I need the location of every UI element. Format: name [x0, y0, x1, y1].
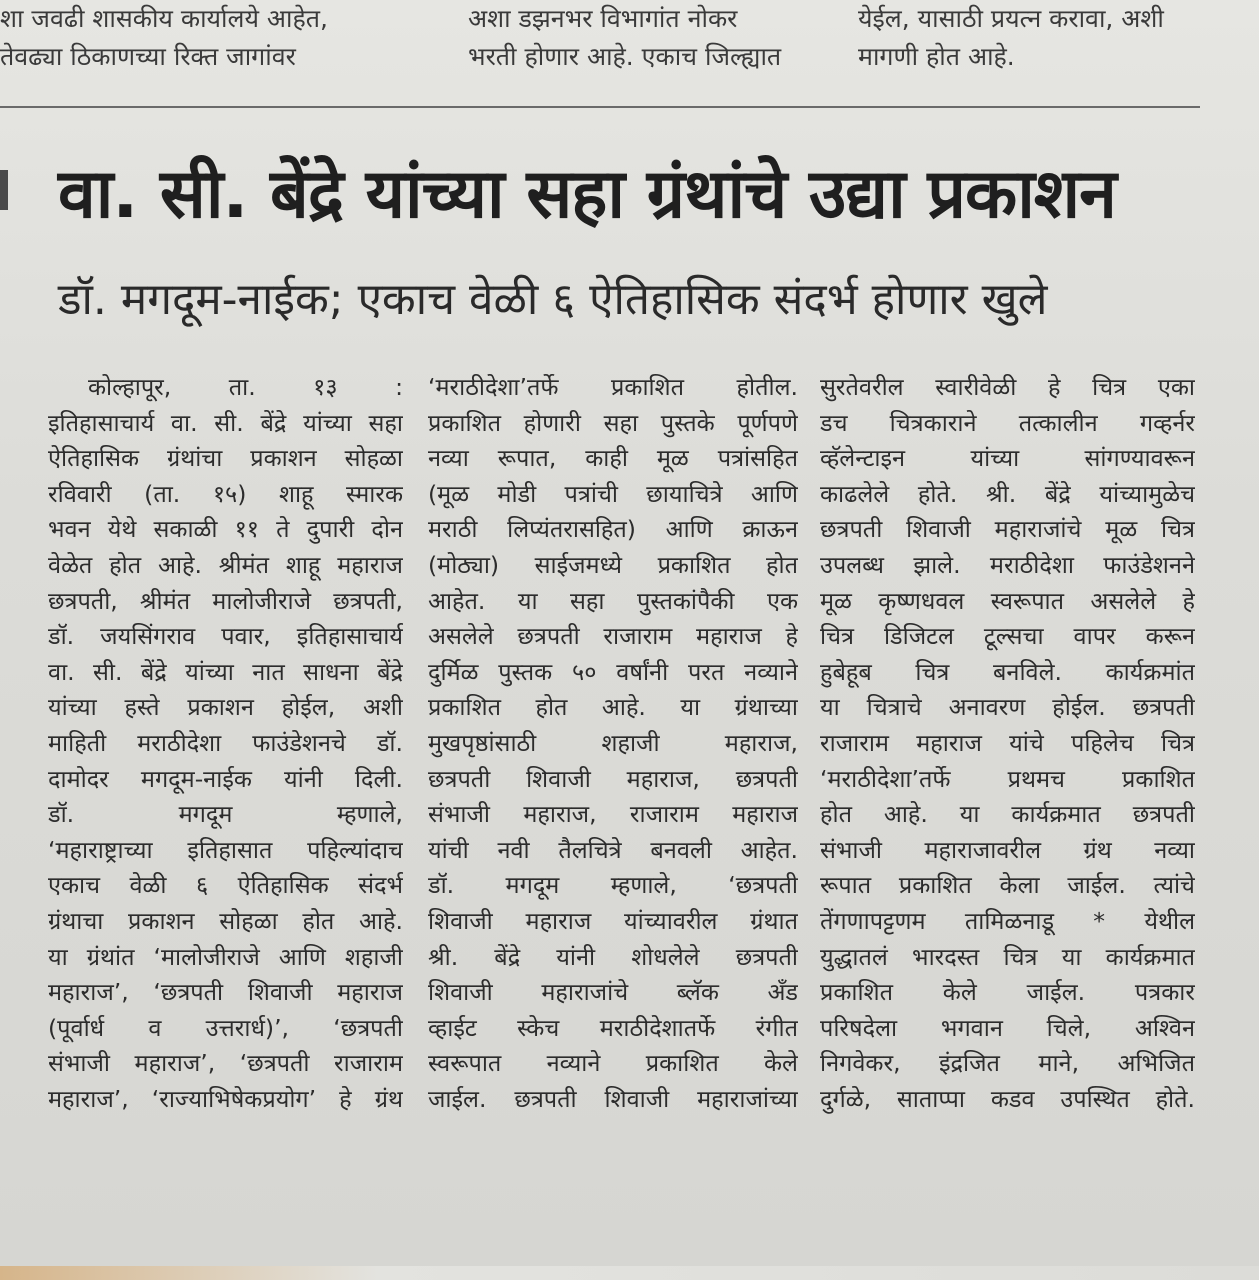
- fragment-column-1: [0, 0, 440, 76]
- article-text-line: या चित्राचे अनावरण होईल. छत्रपती: [820, 693, 1195, 722]
- article-column-1: [48, 370, 403, 1117]
- article-text-line: निगवेकर, इंद्रजित माने, अभिजित: [820, 1049, 1195, 1078]
- article-text-line: डच चित्रकाराने तत्कालीन गव्हर्नर: [820, 408, 1195, 437]
- article-text-line: प्रकाशित केले जाईल. पत्रकार: [820, 978, 1195, 1007]
- fragment-line: भरती होणार आहे. एकाच जिल्ह्यात: [468, 42, 782, 71]
- article-text-line: छत्रपती, श्रीमंत मालोजीराजे छत्रपती,: [48, 586, 403, 615]
- article-column-2: [428, 370, 798, 1117]
- article-text-line: स्वरूपात नव्याने प्रकाशित केले: [428, 1049, 798, 1078]
- article-text-line: शिवाजी महाराज यांच्यावरील ग्रंथात: [428, 906, 798, 935]
- article-text-line: संभाजी महाराजावरील ग्रंथ नव्या: [820, 835, 1195, 864]
- article-text-line: ‘महाराष्ट्राच्या इतिहासात पहिल्यांदाच: [48, 835, 403, 864]
- fragment-column-2: [468, 0, 828, 76]
- article-text-line: ग्रंथाचा प्रकाशन सोहळा होत आहे.: [48, 906, 403, 935]
- article-text-line: छत्रपती शिवाजी महाराज, छत्रपती: [428, 764, 798, 793]
- article-text-line: जाईल. छत्रपती शिवाजी महाराजांच्या: [428, 1084, 798, 1113]
- fragment-line: मागणी होत आहे.: [858, 42, 1015, 71]
- article-text-line: ‘मराठीदेशा’तर्फे प्रकाशित होतील.: [428, 373, 798, 401]
- article-text-line: प्रकाशित होत आहे. या ग्रंथाच्या: [428, 693, 798, 722]
- article-text-line: एकाच वेळी ६ ऐतिहासिक संदर्भ: [48, 871, 403, 900]
- article-text-line: प्रकाशित होणारी सहा पुस्तके पूर्णपणे: [428, 408, 798, 437]
- page-bottom-edge: [0, 1266, 1259, 1280]
- article-text-line: व्हाईट स्केच मराठीदेशातर्फे रंगीत: [428, 1013, 798, 1042]
- article-text-line: शिवाजी महाराजांचे ब्लॅक अँड: [428, 978, 798, 1007]
- article-headline: वा. सी. बेंद्रे यांच्या सहा ग्रंथांचे उद्या प्रकाशन: [58, 155, 1116, 234]
- article-text-line: युद्धातलं भारदस्त चित्र या कार्यक्रमात: [820, 942, 1195, 971]
- article-text-line: असलेले छत्रपती राजाराम महाराज हे: [428, 622, 798, 651]
- article-text-line: संभाजी महाराज, राजाराम महाराज: [428, 800, 798, 829]
- article-text-line: सुरतेवरील स्वारीवेळी हे चित्र एका: [820, 373, 1195, 401]
- article-column-3: [820, 370, 1195, 1117]
- article-text-line: चित्र डिजिटल टूल्सचा वापर करून: [820, 622, 1195, 651]
- article-text-line: दुर्गळे, साताप्पा कडव उपस्थित होते.: [820, 1084, 1195, 1113]
- article-text-line: राजाराम महाराज यांचे पहिलेच चित्र: [820, 728, 1195, 757]
- article-text-line: महाराज’, ‘राज्याभिषेकप्रयोग’ हे ग्रंथ: [48, 1084, 403, 1113]
- article-text-line: दुर्मिळ पुस्तक ५० वर्षांनी परत नव्याने: [428, 657, 798, 686]
- article-text-line: परिषदेला भगवान चिले, अश्विन: [820, 1013, 1195, 1042]
- article-text-line: यांच्या हस्ते प्रकाशन होईल, अशी: [48, 693, 403, 722]
- article-text-line: डॉ. मगदूम म्हणाले, ‘छत्रपती: [428, 871, 798, 900]
- article-text-line: ‘मराठीदेशा’तर्फे प्रथमच प्रकाशित: [820, 764, 1195, 793]
- article-text-line: हुबेहूब चित्र बनविले. कार्यक्रमांत: [820, 657, 1195, 686]
- article-text-line: दामोदर मगदूम-नाईक यांनी दिली.: [48, 764, 403, 793]
- article-text-line: होत आहे. या कार्यक्रमात छत्रपती: [820, 800, 1195, 829]
- article-text-line: भवन येथे सकाळी ११ ते दुपारी दोन: [48, 515, 403, 544]
- article-text-line: उपलब्ध झाले. मराठीदेशा फाउंडेशनने: [820, 550, 1195, 579]
- fragment-column-3: [858, 0, 1238, 76]
- article-text-line: मुखपृष्ठांसाठी शहाजी महाराज,: [428, 728, 798, 757]
- article-text-line: संभाजी महाराज’, ‘छत्रपती राजाराम: [48, 1049, 403, 1078]
- article-text-line: डॉ. मगदूम म्हणाले,: [48, 800, 403, 829]
- article-subheadline: डॉ. मगदूम-नाईक; एकाच वेळी ६ ऐतिहासिक संदर्भ होणार खुले: [58, 274, 1048, 325]
- fragment-line: अशा डझनभर विभागांत नोकर: [468, 4, 738, 33]
- article-text-line: ऐतिहासिक ग्रंथांचा प्रकाशन सोहळा: [48, 444, 403, 473]
- margin-mark: [0, 170, 8, 210]
- article-text-line: रूपात प्रकाशित केला जाईल. त्यांचे: [820, 871, 1195, 900]
- fragment-line: येईल, यासाठी प्रयत्न करावा, अशी: [858, 4, 1164, 33]
- article-text-line: महाराज’, ‘छत्रपती शिवाजी महाराज: [48, 978, 403, 1007]
- article-text-line: वेळेत होत आहे. श्रीमंत शाहू महाराज: [48, 550, 403, 579]
- section-divider: [0, 106, 1200, 108]
- previous-article-fragment: [0, 0, 1259, 100]
- article-text-line: रविवारी (ता. १५) शाहू स्मारक: [48, 479, 403, 508]
- article-text-line: तेंगणापट्टणम तामिळनाडू * येथील: [820, 906, 1195, 935]
- article-text-line: कोल्हापूर, ता. १३ :: [88, 373, 403, 401]
- fragment-line: तेवढ्या ठिकाणच्या रिक्त जागांवर: [0, 42, 296, 71]
- article-text-line: इतिहासाचार्य वा. सी. बेंद्रे यांच्या सहा: [48, 408, 403, 437]
- article-text-line: माहिती मराठीदेशा फाउंडेशनचे डॉ.: [48, 728, 403, 757]
- article-text-line: आहेत. या सहा पुस्तकांपैकी एक: [428, 586, 798, 615]
- article-text-line: मराठी लिप्यंतरासहित) आणि क्राऊन: [428, 515, 798, 544]
- article-text-line: (मूळ मोडी पत्रांची छायाचित्रे आणि: [428, 479, 798, 508]
- article-text-line: (मोठ्या) साईजमध्ये प्रकाशित होत: [428, 550, 798, 579]
- article-text-line: (पूर्वार्ध व उत्तरार्ध)’, ‘छत्रपती: [48, 1013, 403, 1042]
- fragment-line: शा जवढी शासकीय कार्यालये आहेत,: [0, 4, 328, 33]
- article-text-line: काढलेले होते. श्री. बेंद्रे यांच्यामुळेच: [820, 479, 1195, 508]
- article-text-line: मूळ कृष्णधवल स्वरूपात असलेले हे: [820, 586, 1195, 615]
- article-text-line: श्री. बेंद्रे यांनी शोधलेले छत्रपती: [428, 942, 798, 971]
- article-text-line: वा. सी. बेंद्रे यांच्या नात साधना बेंद्रे: [48, 657, 403, 686]
- article-text-line: यांची नवी तैलचित्रे बनवली आहेत.: [428, 835, 798, 864]
- article-text-line: डॉ. जयसिंगराव पवार, इतिहासाचार्य: [48, 622, 403, 651]
- article-text-line: या ग्रंथांत ‘मालोजीराजे आणि शहाजी: [48, 942, 403, 971]
- article-text-line: नव्या रूपात, काही मूळ पत्रांसहित: [428, 444, 798, 473]
- article-text-line: व्हॅलेन्टाइन यांच्या सांगण्यावरून: [820, 444, 1195, 473]
- article-text-line: छत्रपती शिवाजी महाराजांचे मूळ चित्र: [820, 515, 1195, 544]
